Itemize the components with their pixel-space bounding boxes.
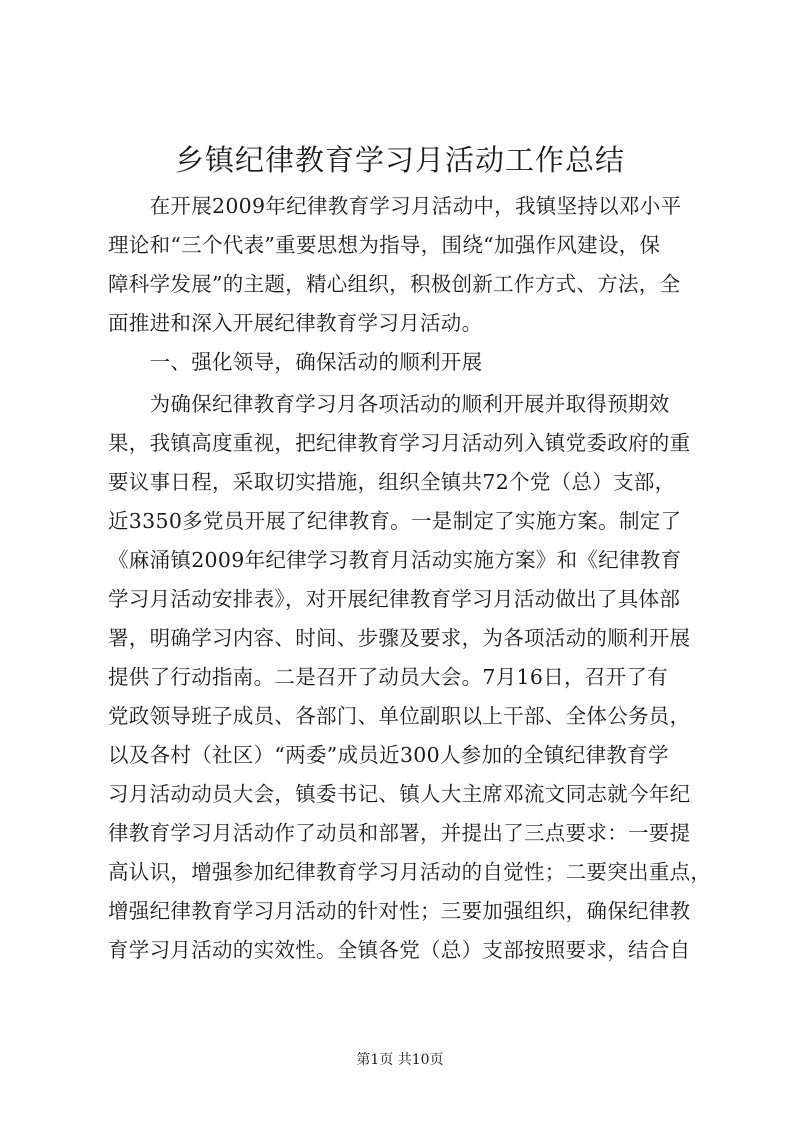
text-line: 提供了行动指南。二是召开了动员大会。7月16日，召开了有 <box>108 665 669 689</box>
text-line: 近3350多党员开展了纪律教育。一是制定了实施方案。制定了 <box>108 509 682 533</box>
document-title: 乡镇纪律教育学习月活动工作总结 <box>174 143 625 177</box>
text-line: 党政领导班子成员、各部门、单位副职以上干部、全体公务员， <box>108 704 691 728</box>
section-heading: 一、强化领导，确保活动的顺利开展 <box>108 350 483 374</box>
page-footer: 第1页 共10页 <box>356 1052 444 1068</box>
text-line: 为确保纪律教育学习月各项活动的顺利开展并取得预期效 <box>108 392 670 416</box>
text-line: 律教育学习月活动作了动员和部署，并提出了三点要求：一要提 <box>108 821 691 845</box>
text-line: 习月活动动员大会，镇委书记、镇人大主席邓流文同志就今年纪 <box>108 782 691 806</box>
text-line: 面推进和深入开展纪律教育学习月活动。 <box>108 311 483 335</box>
text-line: 以及各村（社区）“两委”成员近300人参加的全镇纪律教育学 <box>108 743 669 767</box>
text-line: 署，明确学习内容、时间、步骤及要求，为各项活动的顺利开展 <box>108 626 691 650</box>
text-line: 高认识，增强参加纪律教育学习月活动的自觉性；二要突出重点， <box>108 860 712 884</box>
text-line: 理论和“三个代表”重要思想为指导，围绕“加强作风建设，保 <box>108 233 661 257</box>
text-line: 要议事日程，采取切实措施，组织全镇共72个党（总）支部， <box>108 470 676 494</box>
text-line: 果，我镇高度重视，把纪律教育学习月活动列入镇党委政府的重 <box>108 431 691 455</box>
text-line: 在开展2009年纪律教育学习月活动中，我镇坚持以邓小平 <box>108 194 682 218</box>
text-line: 学习月活动安排表》，对开展纪律教育学习月活动做出了具体部 <box>108 587 681 611</box>
text-line: 育学习月活动的实效性。全镇各党（总）支部按照要求，结合自 <box>108 938 691 962</box>
text-line: 障科学发展”的主题，精心组织，积极创新工作方式、方法，全 <box>108 272 681 296</box>
text-line: 《麻涌镇2009年纪律学习教育月活动实施方案》和《纪律教育 <box>108 548 682 572</box>
text-line: 增强纪律教育学习月活动的针对性；三要加强组织，确保纪律教 <box>108 899 691 923</box>
